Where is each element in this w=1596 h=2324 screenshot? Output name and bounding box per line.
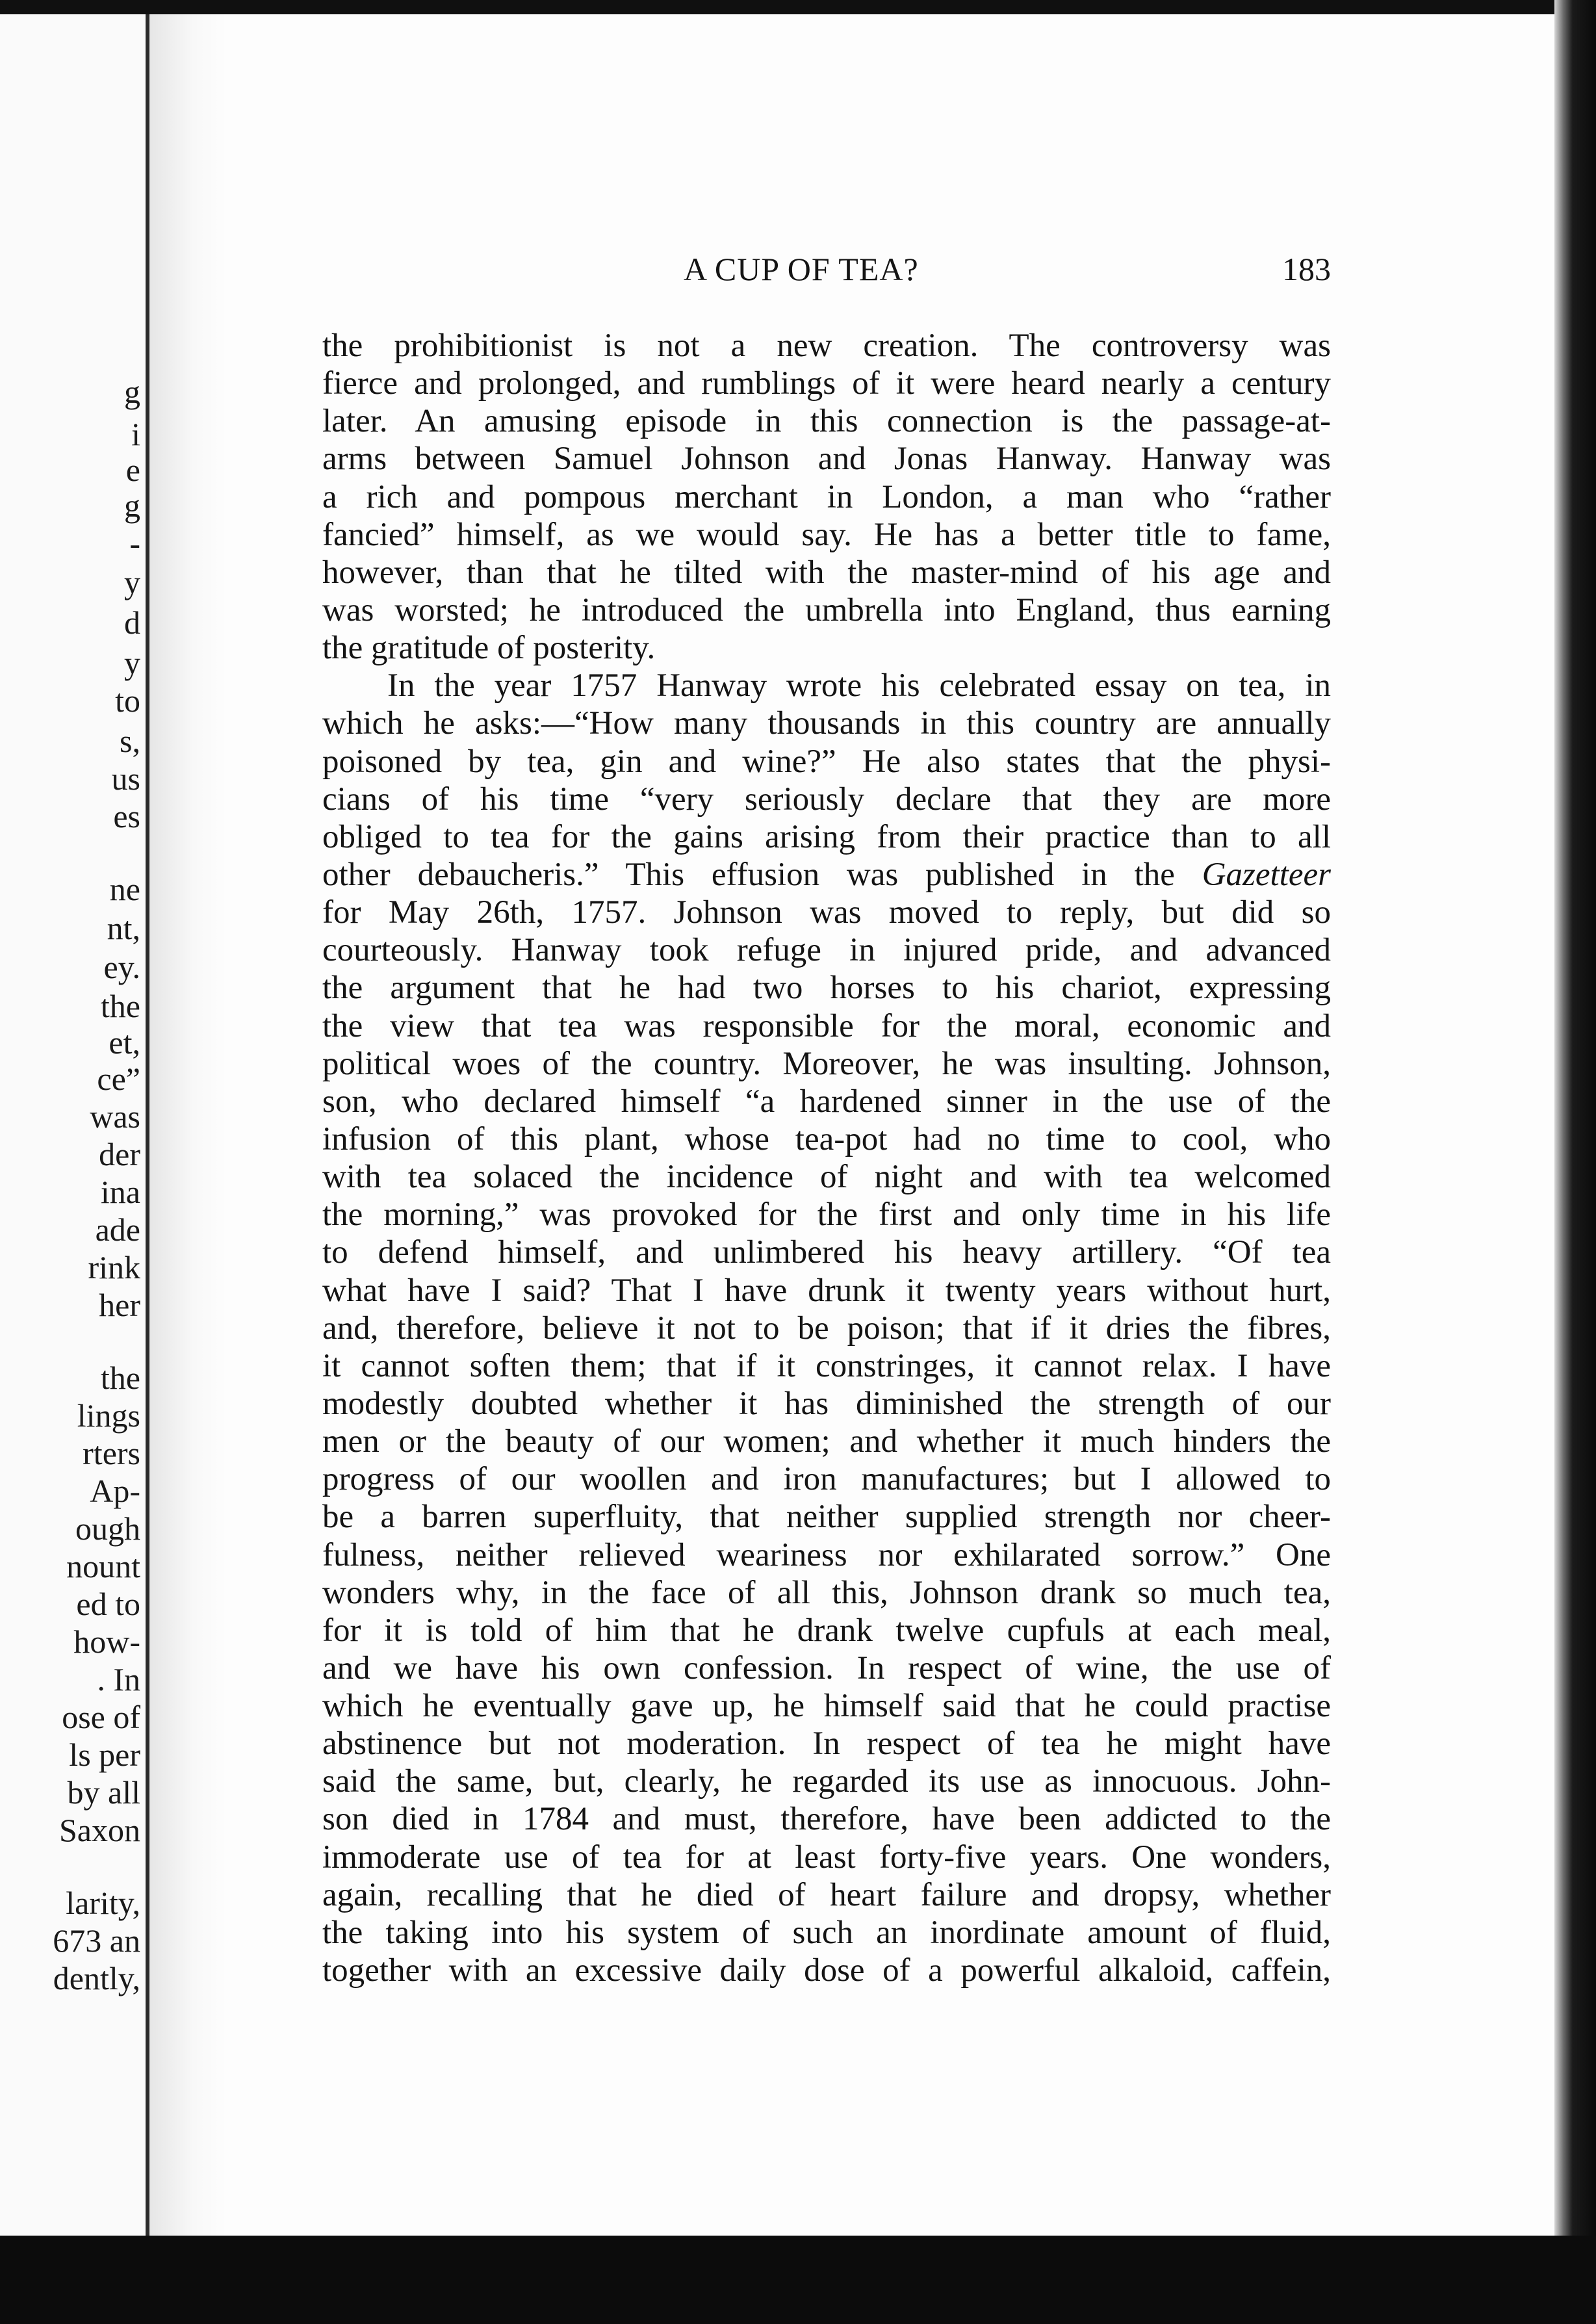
text-line: In the year 1757 Hanway wrote his celebrated essay on tea, in [387, 667, 1331, 704]
text-line: for it is told of him that he drank twelve cupfuls at each meal, [322, 1612, 1331, 1649]
text-line: was worsted; he introduced the umbrella into England, thus earning [322, 591, 1331, 628]
text-line: fierce and prolonged, and rumblings of it were heard nearly a century [322, 365, 1331, 402]
previous-page-fragment: y [124, 645, 140, 681]
previous-page-fragment: ose of [62, 1699, 140, 1735]
previous-page-edge [0, 14, 146, 2236]
previous-page-fragment: lings [77, 1397, 140, 1434]
text-line: fancied” himself, as we would say. He has a better title to fame, [322, 516, 1331, 553]
previous-page-fragment: g [124, 374, 140, 410]
text-line: wonders why, in the face of all this, Johnson drank so much tea, [322, 1574, 1331, 1611]
scan-right-border [1554, 0, 1596, 2324]
previous-page-fragment: Ap- [90, 1473, 140, 1509]
text-line: later. An amusing episode in this connection is the passage-at- [322, 403, 1331, 440]
previous-page-fragment: g [124, 487, 140, 524]
text-line: obliged to tea for the gains arising from their practice than to all [322, 818, 1331, 855]
text-line: infusion of this plant, whose tea-pot had no time to cool, who [322, 1120, 1331, 1157]
text-line: modestly doubted whether it has diminished the strength of our [322, 1385, 1331, 1422]
text-line: it cannot soften them; that if it constringes, it cannot relax. I have [322, 1347, 1331, 1384]
previous-page-fragment: to [115, 682, 140, 719]
scan-top-border [0, 0, 1596, 14]
text-line: men or the beauty of our women; and whether it much hinders the [322, 1423, 1331, 1460]
binding-line [146, 14, 149, 2236]
previous-page-fragment: i [131, 416, 140, 452]
page-header [322, 250, 1331, 292]
text-line: son died in 1784 and must, therefore, have been addicted to the [322, 1801, 1331, 1838]
text-line: the argument that he had two horses to his chariot, expressing [322, 970, 1331, 1007]
text-line: immoderate use of tea for at least forty-five years. One wonders, [322, 1839, 1331, 1876]
previous-page-fragment: s, [120, 723, 140, 759]
previous-page-fragment: by all [67, 1774, 140, 1811]
text-line: progress of our woollen and iron manufactures; but I allowed to [322, 1461, 1331, 1498]
gutter-shadow [143, 14, 227, 2237]
previous-page-fragment: e [125, 452, 140, 488]
previous-page-fragment: was [90, 1098, 140, 1135]
previous-page-fragment: us [111, 760, 140, 797]
previous-page-fragment: ed to [76, 1586, 140, 1622]
previous-page-fragment: rters [83, 1435, 140, 1471]
text-line: the taking into his system of such an inordinate amount of fluid, [322, 1914, 1331, 1951]
previous-page-fragment: dently, [53, 1960, 140, 1996]
text-line: the prohibitionist is not a new creation. The controversy was [322, 328, 1331, 364]
previous-page-fragment: ey. [103, 949, 140, 985]
text-line: political woes of the country. Moreover, he was insulting. Johnson, [322, 1045, 1331, 1082]
text-line: courteously. Hanway took refuge in injured pride, and advanced [322, 932, 1331, 969]
previous-page-fragment: d [124, 604, 140, 641]
previous-page-fragment: the [100, 988, 140, 1024]
previous-page-fragment: the [100, 1360, 140, 1396]
text-line: for May 26th, 1757. Johnson was moved to reply, but did so [322, 894, 1331, 931]
text-line: to defend himself, and unlimbered his heavy artillery. “Of tea [322, 1234, 1331, 1271]
text-line: cians of his time “very seriously declare that they are more [322, 781, 1331, 818]
previous-page-fragment: es [113, 798, 140, 834]
text-line: arms between Samuel Johnson and Jonas Hanway. Hanway was [322, 441, 1331, 478]
text-line: the view that tea was responsible for the moral, economic and [322, 1007, 1331, 1044]
previous-page-fragment: ne [109, 871, 140, 907]
scan-bottom-border [0, 2236, 1596, 2324]
text-line: said the same, but, clearly, he regarded its use as innocuous. John- [322, 1763, 1331, 1800]
text-line: a rich and pompous merchant in London, a man who “rather [322, 478, 1331, 515]
previous-page-fragment: rink [88, 1249, 140, 1285]
text-line: and we have his own confession. In respect of wine, the use of [322, 1649, 1331, 1686]
previous-page-fragment: 673 an [53, 1922, 140, 1959]
previous-page-fragment: y [124, 564, 140, 600]
previous-page-fragment: ls per [69, 1737, 140, 1773]
body-text [322, 327, 1331, 1989]
text-line: together with an excessive daily dose of a powerful alkaloid, caffein, [322, 1952, 1331, 1989]
text-line: which he eventually gave up, he himself said that he could practise [322, 1688, 1331, 1725]
text-line: with tea solaced the incidence of night and with tea welcomed [322, 1159, 1331, 1196]
previous-page-fragment: her [99, 1287, 140, 1323]
previous-page-fragment: nt, [107, 910, 140, 946]
text-line: and, therefore, believe it not to be poison; that if it dries the fibres, [322, 1310, 1331, 1347]
previous-page-fragment: ough [75, 1510, 140, 1547]
text-line: abstinence but not moderation. In respect of tea he might have [322, 1725, 1331, 1762]
text-line: fulness, neither relieved weariness nor exhilarated sorrow.” One [322, 1536, 1331, 1573]
previous-page-fragment: how- [73, 1623, 140, 1660]
previous-page-fragment: nount [66, 1548, 140, 1584]
previous-page-fragment: et, [109, 1024, 140, 1061]
previous-page-fragment: larity, [66, 1885, 140, 1921]
previous-page-fragment: - [129, 525, 140, 562]
text-line: what have I said? That I have drunk it twenty years without hurt, [322, 1272, 1331, 1309]
running-title: A CUP OF TEA? [684, 251, 919, 287]
text-line: however, than that he tilted with the master-mind of his age and [322, 554, 1331, 591]
text-line: the gratitude of posterity. [322, 630, 656, 667]
text-line: the morning,” was provoked for the first and only time in his life [322, 1196, 1331, 1233]
previous-page-fragment: ade [95, 1211, 140, 1248]
text-line: other debaucheris.” This effusion was published in the Gazetteer [322, 856, 1331, 893]
previous-page-fragment: ina [100, 1174, 140, 1210]
text-line: again, recalling that he died of heart failure and dropsy, whether [322, 1876, 1331, 1913]
page-number: 183 [1282, 251, 1331, 287]
previous-page-fragment: . In [97, 1661, 140, 1698]
text-line: be a barren superfluity, that neither supplied strength nor cheer- [322, 1499, 1331, 1536]
previous-page-fragment: der [99, 1136, 140, 1172]
text-line: poisoned by tea, gin and wine?” He also states that the physi- [322, 743, 1331, 780]
text-line: son, who declared himself “a hardened sinner in the use of the [322, 1083, 1331, 1120]
italic-publication-name: Gazetteer [1202, 856, 1331, 893]
previous-page-fragment: ce” [97, 1061, 140, 1097]
previous-page-fragment: Saxon [59, 1812, 140, 1848]
text-line: which he asks:—“How many thousands in this country are annually [322, 705, 1331, 742]
